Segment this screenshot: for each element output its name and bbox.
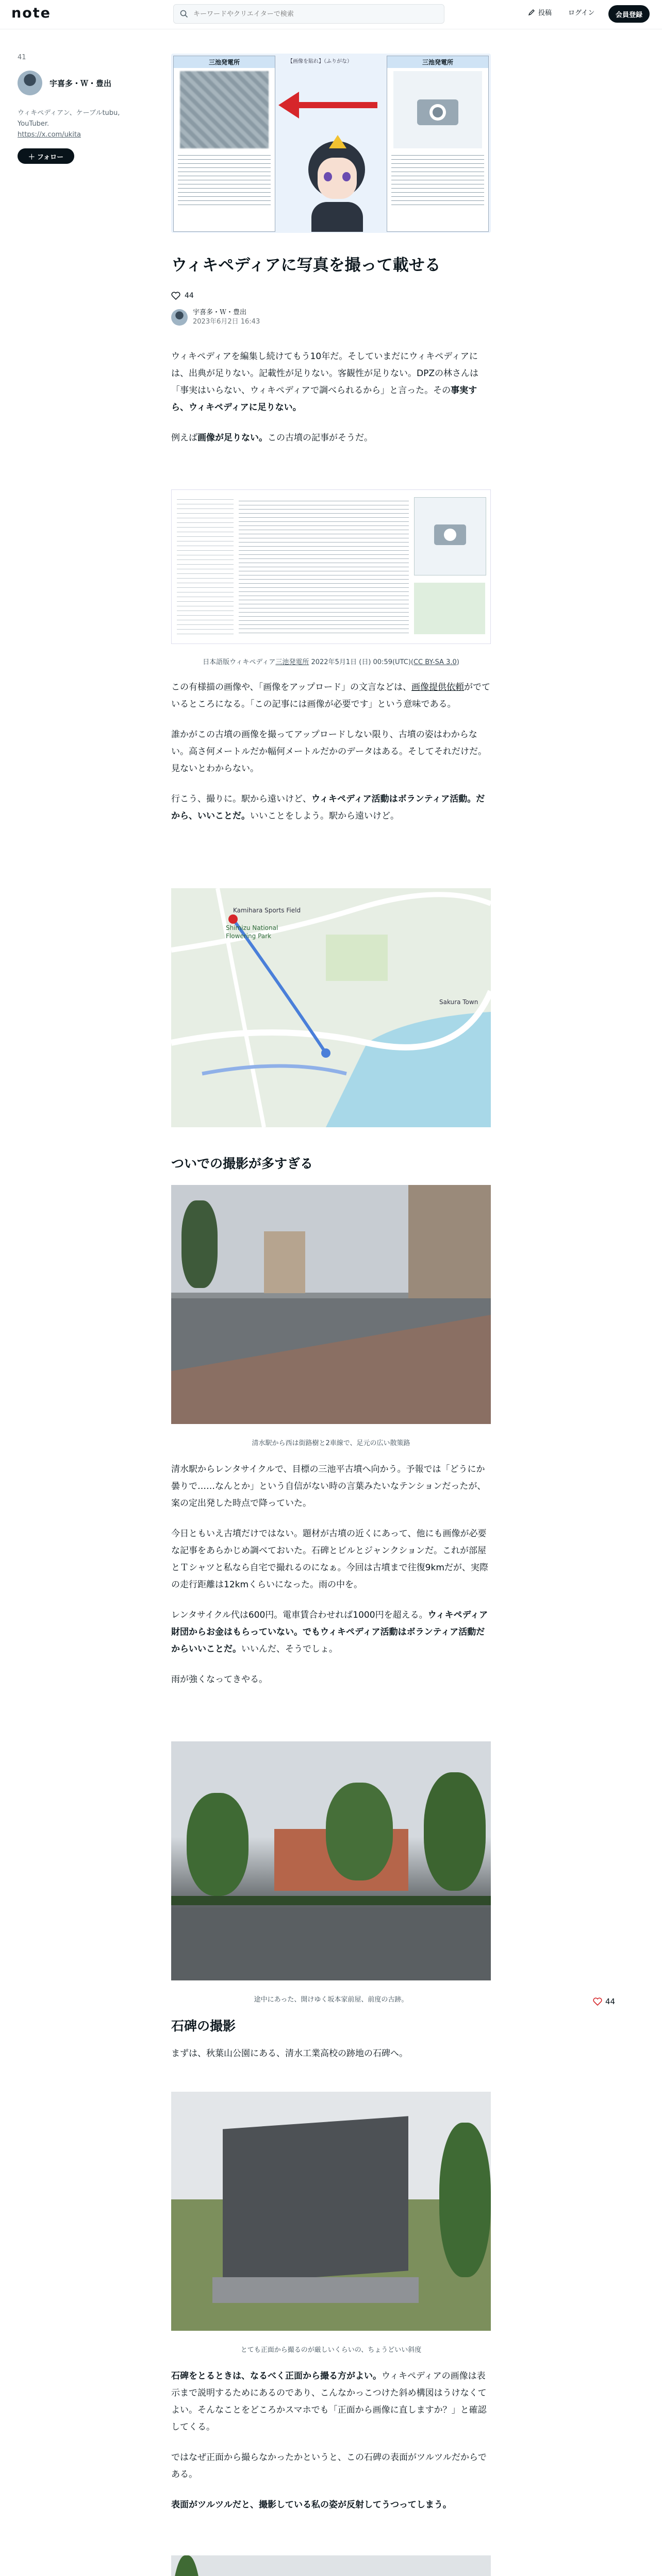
bio-line-1: ウィキペディアン、ケーブルtubu, (18, 109, 120, 117)
map-label-3: Kamihara Sports Field (233, 907, 301, 914)
wiki-camera-icon (432, 518, 468, 547)
heart-icon[interactable] (171, 292, 180, 300)
wiki-body-lines (239, 497, 409, 636)
hero-character-illustration (293, 131, 380, 232)
follow-plus-icon: ＋ (28, 153, 35, 161)
paragraph-7: 今日ともいえ古墳だけではない。題材が古墳の近くにあって、他にも画像が必要な記事をあらかじめ調べておいた。石碑とビルとジャンクションだ。これが部屋とＴシャツと私なら自宅で撮れるのになぁ。今回は古墳まで往復9kmだが、実際の走行距離は12kmくらいになった。雨の中を。 (171, 1529, 488, 1590)
section-body-2 (171, 1461, 491, 1688)
byline-author[interactable]: 宇喜多・Ｗ・豊出 (193, 309, 247, 316)
hero-camera-placeholder (393, 71, 482, 148)
wiki-infobox (414, 497, 486, 575)
follow-label: フォロー (37, 153, 64, 161)
wiki-sidebar-lines (177, 495, 234, 637)
map-label-4: Sakura Town (439, 998, 478, 1006)
route-map (171, 888, 491, 1127)
map-label-2: Flowering Park (226, 933, 272, 940)
stone-reflection-photo (171, 2555, 491, 2576)
caption-street: 清水駅から西は街路樹と2車線で、足元の広い散策路 (252, 1439, 410, 1447)
camera-icon (415, 92, 461, 128)
heart-icon (593, 1997, 602, 2006)
avatar[interactable] (18, 71, 42, 95)
article (171, 54, 491, 447)
hero-wiki-infobox-right (387, 56, 489, 232)
caption-link-article[interactable]: 三池発電所 (275, 658, 309, 666)
login-label: ログイン (568, 9, 595, 17)
bio-line-2: YouTuber. (18, 120, 49, 128)
pencil-icon (528, 9, 535, 16)
hero-mosaic-image (180, 71, 269, 148)
paragraph-4: 誰かがこの古墳の画像を撮ってアップロードしない限り、古墳の姿はわからない。高さ何メートルだか幅何メートルだかのデータはある。そしてそれだけだ。見ないとわからない。 (171, 730, 487, 774)
hero-red-arrow-icon (274, 90, 383, 121)
street-photo (171, 1185, 491, 1424)
author-sidebar (18, 54, 157, 164)
paragraph-6: 清水駅からレンタサイクルで、目標の三池平古墳へ向かう。予報では「どうにか曇りで……なんとか」という自信がない時の言葉みたいなテンションだったが、案の定出発した時点で降っていた。 (171, 1464, 486, 1509)
byline (171, 308, 491, 327)
paragraph-12: ではなぜ正面から撮らなかったかというと、この石碑の表面がツルツルだからである。 (171, 2452, 487, 2480)
caption-link-license[interactable]: CC BY-SA 3.0 (413, 658, 457, 666)
wikipedia-article-screenshot (171, 489, 491, 644)
like-count[interactable]: 44 (185, 292, 194, 300)
section-heading-1: ついでの撮影が多すぎる (171, 1156, 313, 1171)
sidebar-author[interactable] (18, 71, 157, 95)
trees-photo (171, 1741, 491, 1980)
map-label-1: Shimizu National (226, 924, 278, 931)
section-body-1 (171, 679, 491, 825)
floating-like-count: 44 (605, 1997, 616, 2006)
search-box[interactable] (173, 4, 444, 24)
paragraph-2: 例えば画像が足りない。この古墳の記事がそうだ。 (171, 433, 373, 443)
caption-trees: 途中にあった、開けゆく坂本家前屋、前度の古跡。 (254, 1996, 408, 2004)
search-icon (180, 10, 188, 18)
caption-stone: とても正面から撮るのが厳しいくらいの、ちょうどいい斜度 (240, 2346, 422, 2354)
section-heading-2: 石碑の撮影 (171, 2019, 236, 2033)
login-button[interactable] (568, 7, 594, 17)
wiki-mini-map (414, 583, 485, 634)
signup-button[interactable]: 会員登録 (608, 5, 650, 23)
paragraph-1: ウィキペディアを編集し続けてもう10年だ。そしていまだにウィキペディアには、出典が足りない。記載性が足りない。客観性が足りない。DPZの林さんは「事実はいらない、ウィキペディアで調べられるから」と言った。その事実すら、ウィキペディアに足りない。 (171, 351, 478, 413)
byline-avatar[interactable] (171, 309, 188, 326)
image-request-link[interactable]: 画像提供依頼 (411, 682, 464, 692)
hero-wiki-infobox-left (173, 56, 275, 232)
hero-right-title: 三池発電所 (387, 56, 488, 68)
post-label: 投稿 (538, 9, 552, 17)
like-area (171, 292, 491, 300)
paragraph-10: まずは、秋葉山公園にある、清水工業高校の跡地の石碑へ。 (171, 2048, 408, 2059)
stone-monument-photo (171, 2092, 491, 2331)
author-bio (18, 108, 157, 140)
paragraph-3: この有様描の画像や、「画像をアップロード」の文言などは、画像提供依頼がでているところになる。「この記事には画像が必要です」という意味である。 (171, 682, 490, 709)
paragraph-9: 雨が強くなってきやる。 (171, 1674, 268, 1685)
paragraph-11: 石碑をとるときは、なるべく正面から撮る方がよい。ウィキペディアの画像は表示まで説明するためにあるのであり、こんなかっこつけた斜め構図はうけなくてよい。そんなことをどころかスマホでも「正面から画像に直しますか？」と確認してくる。 (171, 2371, 487, 2432)
sidebar-author-name[interactable]: 宇喜多・Ｗ・豊出 (49, 78, 112, 88)
floating-like-button[interactable] (593, 1997, 615, 2006)
follow-button[interactable] (18, 148, 74, 164)
hero-left-title: 三池発電所 (174, 56, 275, 68)
caption-wikipedia: 日本語版ウィキペディア三池発電所 2022年5月1日 (日) 00:59(UTC)(CC BY-SA 3.0) (203, 658, 459, 666)
paragraph-5: 行こう、撮りに。駅から遠いけど、ウィキペディア活動はボランティア活動。だから、いいことだ。いいことをしよう。駅から遠いけど。 (171, 794, 485, 821)
sidebar-badge: 41 (18, 54, 26, 61)
byline-date: 2023年6月2日 16:43 (193, 318, 260, 326)
paragraph-13: 表面がツルツルだと、撮影している私の姿が反射してうつってしまう。 (171, 2500, 452, 2510)
top-navigation-bar (0, 0, 662, 29)
search-input[interactable] (192, 10, 437, 19)
article-title: ウィキペディアに写真を撮って載せる (171, 256, 441, 275)
hero-image (171, 54, 491, 233)
post-button[interactable] (528, 7, 552, 17)
map-graphic (171, 888, 491, 1127)
section-body-3 (171, 2368, 491, 2514)
hero-text-lines (178, 151, 271, 208)
hero-text-lines-right (391, 151, 484, 208)
hero-caption-top: 【画像を貼れ】（ふりがな） (288, 59, 352, 64)
bio-link[interactable]: https://x.com/ukita (18, 131, 81, 139)
paragraph-8: レンタサイクル代は600円。電車賃合わせれば1000円を超える。ウィキペディア財団からお金はもらっていない。でもウィキペディア活動はボランティア活動だからいいことだ。いいんだ、そうでしょ。 (171, 1610, 488, 1654)
note-logo[interactable]: note (11, 5, 51, 21)
